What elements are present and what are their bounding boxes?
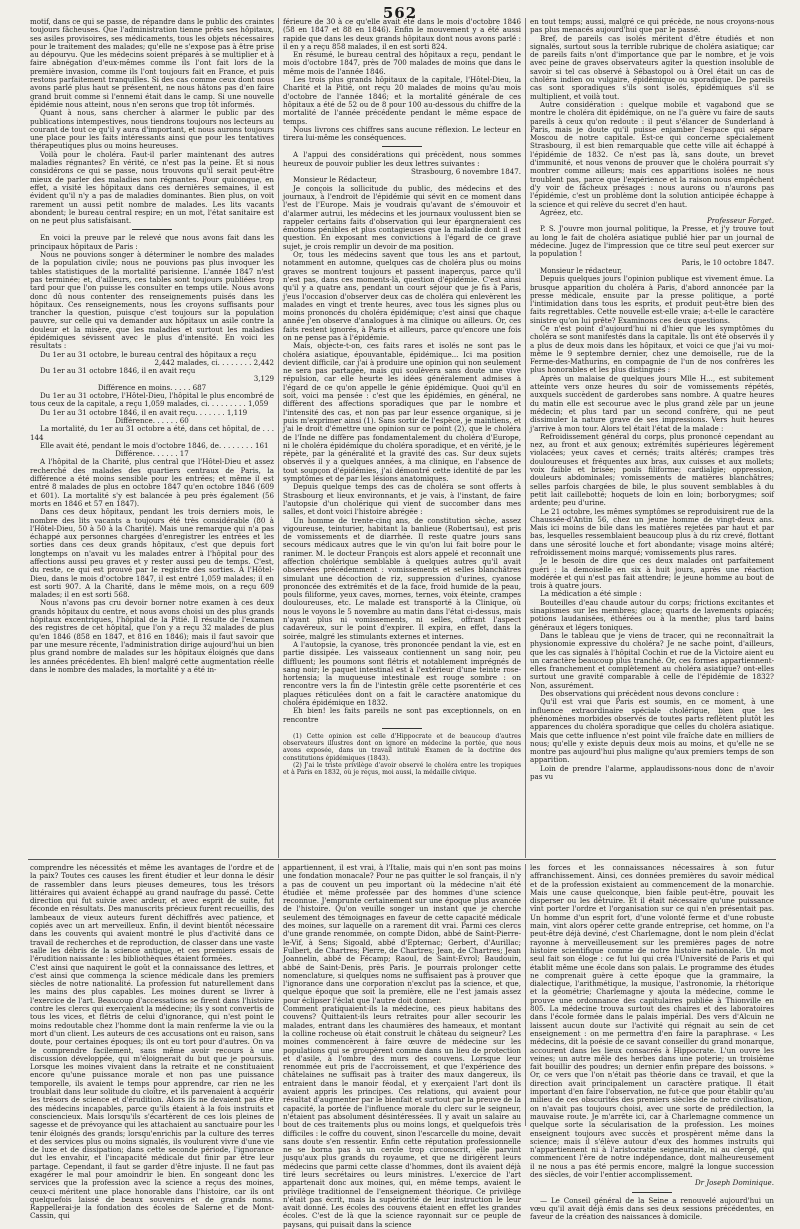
feuilleton-signature: Dr Joseph Dominique. — [694, 1178, 774, 1188]
column-rule — [525, 864, 526, 1126]
column-rule — [278, 18, 279, 858]
paragraph: motif, dans ce qui se passe, de répandre dans le public des craintes toujours fâcheuses. Que l'administration tienne prêts ses hôpitaux, ses asiles provisoires, ses médicaments, tous les objets nécessaires pour le traitement des malades; qu'elle ne s'expose pas à être prise au dépourvu. Que les médecins soient préparés à se multiplier et à faire abnégation d'eux-mêmes comme ils l'ont fait lors de la première invasion, comme ils l'ont toujours fait en France, et puis restons parfaitement tranquilles. Si des cas comme ceux dont nous avons parlé plus haut se présentent, ne nous hâtons pas d'en faire grand bruit comme si l'ennemi était dans le camp. Si une nouvelle épidémie nous atteint, nous n'en serons que trop tôt informés. — [30, 17, 274, 109]
feuilleton-column-3 — [530, 863, 774, 1222]
stat-line: Du 1er au 31 octobre 1846, il en avait reçu — [40, 366, 196, 376]
paragraph: en tout temps; aussi, malgré ce qui précède, ne nous croyons-nous pas plus menacés aujourd'hui que par le passé. — [530, 17, 774, 35]
separator — [382, 146, 422, 147]
paragraph: Quant à nous, sans chercher à alarmer le public par des publications intempestives, nous tiendrons toujours nos lecteurs au courant de tout ce qu'il y aura d'important, et nous aurons toujours une place pour les faits intéressants ainsi que pour les tentatives thérapeutiques plus ou moins heureuses. — [30, 108, 274, 151]
feuilleton-column-1 — [30, 863, 274, 1221]
paragraph: Bref, de pareils cas isolés méritent d'être étudiés et non signalés, surtout sous la terrible rubrique de choléra asiatique; car de pareils faits n'ont d'importance que par le nombre, et je vois avec peine de graves observateurs agiter la question insoluble de savoir si tel cas observé à Sébastopol ou à Orel était un cas de choléra indien ou vulgaire, épidémique ou sporadique. De pareils cas sont sporadiques s'ils sont isolés, épidémiques s'il se multiplient, et voilà tout. — [530, 33, 774, 101]
separator — [632, 1192, 672, 1193]
paragraph: A l'autopsie, la cyanose, très prononcée pendant la vie, est en partie dissipée. Les vaisseaux contiennent un sang noir, peu diffluent; les poumons sont flétris et notablement imprégnés de sang noir; le paquet intestinal est à l'extérieur d'une teinte rose-hortensia; la muqueuse intestinale est rouge sombre : on rencontre vers la fin de l'intestin grêle cette psorentérie et ces plaques réticulées dont on a fait le caractère anatomique du choléra épidémique en 1832. — [283, 639, 521, 708]
footnote: (2) J'ai le triste privilège d'avoir observé le choléra entre les tropiques et à Paris en 1832, où je reçus, moi aussi, la médaille civique. — [283, 761, 521, 776]
stat-line: Du 1er au 31 octobre 1846, il en avait reçu. . . . . . . 1,119 — [40, 407, 248, 417]
paragraph: Ce n'est point d'aujourd'hui ni d'hier que les symptômes du choléra se sont manifestés dans la capitale. Ils ont été observés il y a plus de deux mois dans les hôpitaux, et voici ce que j'ai vu moi-même le 9 septembre dernier, chez une demoiselle, rue de la Ferme-des-Mathurins, en compagnie de l'un de nos confrères les plus honorables et les plus distingués : — [530, 323, 774, 375]
paragraph: Dans ces deux hôpitaux, pendant les trois derniers mois, le nombre des lits vacants a toujours été très considérable (80 à l'Hôtel-Dieu, 50 à 50 à la Charité). Mais une remarque qui n'a pas échappé aux personnes chargées d'enregistrer les entrées et les sorties dans ces deux grands hôpitaux, c'est que depuis fort longtemps on n'avait vu les malades entrer à l'hôpital pour des affections aussi peu graves et y rester aussi peu de temps. C'est, du reste, ce qui est prouvé par le registre des sorties. A l'Hôtel-Dieu, dans le mois d'octobre 1847, il est entré 1,059 malades; il en est sorti 907. A la Charité, dans le même mois, on a reçu 609 malades; il en est sorti 568. — [30, 507, 274, 600]
page-number: 562 — [382, 4, 418, 22]
column-2 — [283, 18, 521, 858]
news-item: — Le Conseil général de la Seine a renouvelé aujourd'hui un vœu qu'il avait déjà émis dans ses deux sessions précédentes, en faveur de la création des naissances à domicile. — [530, 1195, 774, 1222]
stat-line: 2,442 malades, ci. . . . . . . . 2,442 — [154, 357, 274, 367]
postscript: P. S. J'ouvre mon journal politique, la Presse, et j'y trouve tout au long le fait de choléra asiatique publié hier par un journal de médecine. Jugez de l'impression que ce titre seul peut exercer sur la population ! — [530, 224, 774, 259]
paragraph: Je le besoin de dire que ces deux malades ont parfaitement guéri : la demoiselle en six à huit jours, après une réaction modérée et qui n'est pas fait attendre; le jeune homme au bout de trois à quatre jours. — [530, 556, 774, 591]
paragraph: Refroidissement général du corps, plus prononcé cependant au nez, au front et aux genoux; extrémités supérieures légèrement violacées; yeux caves et cernés; traits altérés; crampes très douloureuses et fréquentes aux bras, aux cuisses et aux mollets; voix faible et brisée; pouls filiforme; cardialgie; oppression, douleurs abdominales; vomissements de matières blanchâtres; selles parfois chargées de bile, le plus souvent semblables à du petit lait caillebotté; hoquets de loin en loin; borborygmes; soif ardente; peu d'urine. — [530, 431, 774, 508]
paragraph: Dans le tableau que je viens de tracer, qui ne reconnaîtrait la physionomie expressive du choléra? Je ne sache point, d'ailleurs, que les cas signalés à l'hôpital Cochin et rue de la Victoire aient eu un caractère beaucoup plus tranché. Or, ces formes appartiennent-elles franchement et complètement au choléra asiatique? ont-elles surtout une gravité comparable à celle de l'épidémie de 1832? Non, assurément. — [530, 630, 774, 690]
feuilleton-text: appartiennent, il est vrai, à l'Italie, mais qui n'en sont pas moins une fondation monacale? Pour ne pas quitter le sol français, il n'y a pas de couvent un peu important où la médecine n'ait été étudiée et même professée par des hommes d'une science reconnue. J'emprunte certainement sur une époque plus avancée de l'histoire. Qu'on veuille songer un instant que je cherche seulement des témoignages en faveur de cette capacité médicale des moines, sur laquelle on a rarement dit vrai. Parmi ces clercs d'une grande renommée, on compte Didon, abbé de Saint-Pierre-le-Vif, à Sens; Sigoald, abbé d'Epternac; Gerbert, d'Aurillac; Fulbert, de Chartres; Pierre, de Chartres; Jean, de Chartres; Jean Joannelin, abbé de Fécamp; Raoul, de Saint-Evrol; Baudouin, abbé de Saint-Denis, près Paris. Je pourrais prolonger cette nomenclature, si quelques noms ne suffisaient pas à prouver que l'ignorance dans une corporation n'exclut pas la science, et que, quelque époque que soit la première, elle ne l'est jamais assez pour éclipser l'éclat que l'autre doit donner. Comment pratiquaient-ils la médecine, ces pieux habitans des couvens? Quittaient-ils leurs retraites pour aller secourir les malades, entrant dans les chaumières des hameaux, et montant la colline rocheuse où était construit le château du seigneur? Les moines commencèrent à faire œuvre de médecine sur les populations qui se groupèrent comme dans un lieu de protection et d'asile, à l'ombre des murs des couvens. Lorsque leur renommée eut pris de l'accroissement, et que l'expérience des châtelaines ne suffisait pas à traiter des maux dangereux, ils entraient dans le manoir féodal, et y exerçaient l'art dont ils avaient appris les principes. Ces relations, qui avaient pour résultat d'augmenter par le bienfait et surtout par la preuve de la capacité, la portée de l'influence morale du clerc sur le seigneur, n'étaient pas absolument désintéressées. Il y avait un salaire au bout de ces traitements plus ou moins longs, et quelquefois très difficiles : le coffre du couvent, sinon l'escarcelle du moine, devait sans doute s'en ressentir. Enfin cette réputation professionnelle ne se borna pas à un cercle trop circonscrit, elle parvint jusqu'aux plus grands du royaume, et que ne dirigèrent leurs médecins que parmi cette classe d'hommes, dont ils avaient déjà tiré leurs secrétaires ou leurs ministres. L'exercice de l'art appartenait donc aux moines, qui, en même temps, avaient le privilège traditionnel de l'enseignement théorique. Ce privilège n'était pas écrit, mais la supériorité de leur instruction le leur avait donné. Les écoles des couvens étaient en effet les grandes écoles. C'est de là que la science rayonnait sur ce peuple de paysans, qui puisait dans la science — [283, 863, 521, 1229]
stat-line: Du 1er au 31 octobre, le bureau central des hôpitaux a reçu — [40, 349, 257, 359]
column-rule — [525, 18, 526, 858]
letter-salutation: Monsieur le rédacteur, — [540, 265, 622, 275]
paragraph: Loin de prendre l'alarme, applaudissons-nous donc de n'avoir pas vu — [530, 763, 774, 782]
footnote-separator — [382, 728, 422, 729]
paragraph: En voici la preuve par le relevé que nous avons fait dans les principaux hôpitaux de Paris : — [30, 233, 274, 251]
feuilleton-column-2 — [283, 863, 521, 1229]
difference-line: Différence. . . . . . 17 — [115, 449, 189, 459]
paragraph: Qu'il est vrai que Paris est soumis, en ce moment, à une influence extraordinaire spéciale cholérique, bien que les phénomènes morbides observés de toutes parts reflètent plutôt les apparences du choléra sporadique que celles du choléra asiatique. Mais que cette influence n'est point vile fraîche date en milliers de nous; qu'elle y existe depuis deux mois au moins, et qu'elle ne se montre pas aujourd'hui plus maligne qu'aux premiers temps de son apparition. — [530, 697, 774, 765]
stat-line: La mortalité, du 1er au 31 octobre a été, dans cet hôpital, de . . . 144 — [30, 424, 274, 442]
letter-place-date: Strasbourg, 6 novembre 1847. — [410, 167, 521, 177]
column-3 — [530, 18, 774, 858]
paragraph: En résumé, le bureau central des hôpitaux a reçu, pendant le mois d'octobre 1847, près de 700 malades de moins que dans le même mois de l'année 1846. — [283, 50, 521, 76]
paragraph: férieure de 30 à ce qu'elle avait été dans le mois d'octobre 1846 (58 en 1847 et 88 en 1846). Enfin le mouvement y a été aussi rapide que dans les deux grands hôpitaux dont nous avons parlé : il en y a reçu 858 malades, il en est sorti 824. — [283, 17, 521, 51]
paragraph: Un homme de trente-cinq ans, de constitution sèche, assez vigoureuse, teinturier, habitant la banlieue (Robertsau), est pris de vomissements et de diarrhée. Il reste quatre jours sans secours médicaux autres que le vin qu'on lui fait boire pour le ranimer. M. le docteur François est alors appelé et reconnaît une affection cholérique semblable à quelques autres qu'il avait observées précédemment : vomissements et selles blanchâtres simulant une décoction de riz, suppression d'urines, cyanose prononcée des extrémités et de la face, froid humide de la peau, pouls filiforme, yeux caves, mornes, ternes, voix éteinte, crampes douloureuses, etc. Le malade est transporté à la Clinique, où nous le voyons le 5 novembre au matin dans l'état ci-dessus, mais n'ayant plus ni vomissements, ni selles, offrant l'aspect cadavéreux, sur le point d'expirer. Il expira, en effet, dans la soirée, malgré les stimulants externes et internes. — [283, 515, 521, 641]
paragraph: Autre considération : quelque mobile et vagabond que se montre le choléra dit épidémique, on ne l'a guère vu faire de sauts pareils à ceux qu'on redoute : il peut s'élancer de Sunderland à Paris, mais je doute qu'il puisse enjamber l'espace qui sépare Moscou de notre capitale. Est-ce qui concerne spécialement Strasbourg, il est bien remarquable que cette ville ait échappé à l'épidémie de 1832. Ce n'est pas là, sans doute, un brevet d'immunité, et nous venons de prouver que le choléra pourrait s'y montrer comme ailleurs; mais ces apparitions isolées ne nous troublent pas, parce que l'expérience et la raison nous empêchent d'y voir de fâcheux présages : nous aurons ou n'aurons pas l'épidémie, c'est un problème dont la solution anticipée échappe à la science et qui relève du secret d'en haut. — [530, 99, 774, 209]
stat-line: Du 1er au 31 octobre, l'Hôtel-Dieu, l'hôpital le plus encombré de tous ceux de la capitale, a reçu 1,059 malades, ci. . . . . . . . . 1,059 — [30, 391, 274, 409]
paragraph: A l'hôpital de la Charité, plus central que l'Hôtel-Dieu et assez recherché des malades des quartiers centraux de Paris, la différence a été moins sensible pour les entrées; et même il est entré 8 malades de plus en octobre 1847 qu'en octobre 1846 (609 et 601). La mortalité s'y est balancée à peu près également (56 morts en 1846 et 57 en 1847). — [30, 457, 274, 508]
letter-salutation: Monsieur le Rédacteur, — [293, 175, 377, 185]
paragraph: La médication a été simple : — [540, 589, 642, 599]
stat-value: 3,129 — [253, 374, 274, 384]
paragraph: Des observations qui précèdent nous devons conclure : — [540, 689, 739, 699]
paragraph: Or, tous les médecins savent que tous les ans et partout, notamment en automne, quelques cas de choléra plus ou moins graves se montrent toujours et passent inaperçus, parce qu'il n'est pas, dans ces moments-là, question d'épidémie. C'est ainsi qu'il y a quatre ans, pendant un court séjour que je fis à Paris, j'eus l'occasion d'observer deux cas de choléra qui enlevèrent les malades en vingt et trente heures, avec tous les signes plus ou moins prononcés du choléra épidémique; c'est ainsi que chaque année j'en observe d'analogues à ma clinique ou ailleurs. Or, ces faits restent ignorés, à Paris et ailleurs, parce qu'encore une fois on ne pense pas à l'épidémie. — [283, 250, 521, 342]
stat-line: Elle avait été, pendant le mois d'octobre 1846, de. . . . . . . . 161 — [40, 440, 269, 450]
paragraph: A l'appui des considérations qui précèdent, nous sommes heureux de pouvoir publier les deux lettres suivantes : — [283, 150, 521, 168]
paragraph: Le 21 octobre, les mêmes symptômes se reproduisirent rue de la Chaussée-d'Antin 56, chez un jeune homme de vingt-deux ans. Mais ici moins de bile dans les matières rejetées par haut et par bas, lesquelles ressemblaient beaucoup plus à du riz crevé, flottant dans une sérosité louche et fort abondante; visage moins altéré; refroidissement moins marqué; vomissements plus rares. — [530, 506, 774, 557]
paragraph: Depuis quelques jours l'opinion publique est vivement émue. La brusque apparition du choléra à Paris, d'abord annoncée par la presse médicale, ensuite par la presse politique, a porté l'intimidation dans tous les esprits, et produit peut-être bien des faits regrettables. Cette nouvelle est-elle vraie; a-t-elle le caractère sinistre qu'on lui prête? Examinons ces deux questions. — [530, 274, 774, 325]
paragraph: Nous ne pouvions songer à déterminer le nombre des malades de la population civile; nous ne pouvions pas plus invoquer les tables statistiques de la mortalité parisienne. L'année 1847 n'est pas terminée; et, d'ailleurs, ces tables sont toujours publiées trop tard pour que l'on puisse les consulter en temps utile. Nous avons donc dû nous contenter des renseignements puisés dans les hôpitaux. Ces renseignements, nous les croyons suffisants pour trancher la question, puisque c'est toujours sur la population pauvre, sur celle qui va demander aux hôpitaux un asile contre la douleur et la misère, que les maladies et surtout les maladies épidémiques sévissent avec le plus d'intensité. En voici les résultats : — [30, 250, 274, 351]
paragraph: Je conçois la sollicitude du public, des médecins et des journaux, à l'endroit de l'épidémie qui sévit en ce moment dans l'est de l'Europe. Mais je voudrais qu'avant de s'émouvoir et d'alarmer autrui, les médecins et les journaux voulussent bien se rappeler certains faits d'observation qui leur épargneraient ces émotions pénibles et plus contagieuses que la maladie dont il est question. En exposant mes convictions à l'égard de ce grave sujet, je crois remplir un devoir de ma position. — [283, 183, 521, 251]
feuilleton-text: comprendre les nécessités et même les avantages de l'ordre et de la paix? Toutes ces causes les firent étudier et leur donna le désir de rassembler dans leurs pieuses demeures, tous les trésors littéraires qui avaient échappé au grand naufrage du passé. Cette direction qui fut suivie avec ardeur, et avec esprit de suite, fut féconde en résultats. Des manuscrits précieux furent recueillis, des lambeaux de vieux auteurs furent déchiffrés avec patience, et copiés avec un art merveilleux. Enfin, il devint bientôt nécessaire dans les couvents qui avaient montré le plus d'activité dans ce travail de recherches et de reproduction, de classer dans une vaste salle les débris de la science antique, et ces premiers essais de l'érudition naissante : les bibliothèques étaient formées. C'est ainsi que naquirent le goût et la connaissance des lettres, et c'est ainsi que commença la science médicale dans les premiers siècles de notre nationalité. La profession fut naturellement dans les mains des plus capables. Les moines durent se livrer à l'exercice de l'art. Beaucoup d'accessations se firent dans l'histoire contre les clercs qui exerçaient la médecine; ils y sont convertis de tous les vices, et flétris de celui d'ignorance, qui n'est point le moins redoutable chez l'homme dont la main renferme la vie ou la mort d'un client. Les auteurs de ces accusations ont eu raison, sans doute, pour certaines époques; ils ont eu tort pour d'autres. On va le comprendre facilement, sans même avoir recours à une discussion développée, qui m'éloignerait du but que je poursuis. Lorsque les moines vivaient dans la retraite et ne constituaient encore qu'une puissance morale et non pas une puissance temporelle, ils avaient le temps pour apprendre, car rien ne les troublait dans leur solitude du cloître, et ils parvenaient à acquérir les trésors de science et d'érudition. Alors ils ne devaient pas être des médecins incapables, parce qu'ils étaient à la fois instruits et consciencieux. Mais lorsqu'ils s'écartèrent de ces lois pleines de sagesse et de prévoyance qui les attachaient au sanctuaire pour les tenir éloignés des grands; lorsqu'enrichis par la culture des terres et des services plus ou moins signalés, ils voulurent vivre d'une vie de luxe et de dissipation; dans cette seconde période, l'ignorance dut les envahir, et l'incapacité médicale dut finir par être leur partage. Cependant, il faut se garder d'être injuste. Il ne faut pas exagérer le mal pour amoindrir le bien. En songeant donc les services que la profession avec la science a reçus des moines, ceux-ci méritent une place honorable dans l'histoire, car ils ont quelquefois laissé de beaux souvenirs et de grands noms. Rappellerai-je la fondation des écoles de Salerne et de Mont-Cassin, qui — [30, 863, 274, 1221]
column-rule — [278, 864, 279, 1126]
paragraph: Agréez, etc. — [540, 207, 583, 217]
paragraph: Les trois plus grands hôpitaux de la capitale, l'Hôtel-Dieu, la Charité et la Pitié, ont reçu 20 malades de moins qu'au mois d'octobre de l'année 1846; et la mortalité générale de ces hôpitaux a été de 52 ou de 8 pour 100 au-dessous du chiffre de la mortalité de l'année précédente pendant le même espace de temps. — [283, 75, 521, 126]
paragraph: Après un malaise de quelques jours Mlle H..., est subitement atteinte vers onze heures du soir de vomissements répétés, auxquels succèdent de garderobes sans nombre. A quatre heures du matin elle est secourue avec le plus grand zèle par un jeune médecin; et plus tard par un second confrère, qui ne peut dissimuler la nature grave de ses impressions. Vers huit heures j'arrive à mon tour. Alors tel était l'état de la malade : — [530, 373, 774, 433]
letter-signature: Professeur Forget. — [707, 216, 774, 226]
paragraph: Mais, objecte-t-on, ces faits rares et isolés ne sont pas le choléra asiatique, épouvantable, épidémique... Ici ma position devient difficile, car j'ai à produire une opinion qui non seulement ne sera pas partagée, mais qui soulèvera sans doute une vive répulsion, car elle heurte les idées généralement admises à l'égard de ce qu'on appelle le génie épidémique. Quoi qu'il en soit, voici ma pensée : c'est que les épidémies, en général, ne diffèrent des affections sporadiques que par le nombre et l'intensité des cas, et non pas par leur essence organique, si je puis m'exprimer ainsi (1). Sans sortir de l'espèce, je maintiens, et j'ai le droit d'émettre une opinion sur ce point (2), que le choléra de l'Inde ne diffère pas fondamentalement du choléra d'Europe, ni le choléra épidémique du choléra sporadique, et en vérité, je le répète, par la généralité et la gravité des cas. Sur deux sujets observés il y a quelques années, à ma clinique, en l'absence de tout soupçon d'épidémies, j'ai démontré cette identité de par les symptômes et de par les lésions anatomiques. — [283, 341, 522, 484]
paragraph: Bouteilles d'eau chaude autour du corps; frictions excitantes et sinapismes sur les membres; glace; quarts de lavements opiacés; potions laudanisées, éthérées ou à la menthe; plus tard bains généraux et légers toniques. — [530, 597, 774, 632]
feuilleton-text: les forces et les connaissances nécessaires à son futur affranchissement. Ainsi, ces données premières du savoir médical et de la profession existaient au commencement de la monarchie. Mais une cause quelconque, bien faible peut-être, pouvait les disperser ou les détruire. Et il était nécessaire qu'une puissance vînt porter l'ordre et l'organisation sur ce qui n'en présentait pas. Un homme d'un esprit fort, d'une volonté ferme et d'une robuste main, vint alors opérer cette grande entreprise, cet homme, on l'a peut-être déjà deviné, c'est Charlemagne, dont le nom plein d'éclat rayonne à merveilleusement sur les premières pages de notre histoire scientifique comme de notre histoire nationale. Un mot seul fait son éloge : ce fut lui qui créa l'Université de Paris et qui établit même une école dans son palais. Le programme des études ne comprenait guère à cette époque que la grammaire, la dialectique, l'arithmétique, la musique, l'astronomie, la rhétorique et la géométrie; Charlemagne y ajouta la médecine, comme le prouve une ordonnance des capitulaires publiée à Thionville en 805. La médecine trouva surtout des chaires et des laboratoires dans l'école formée dans le palais impérial. Des vers d'Alcuin ne laissent aucun doute sur l'activité qui régnait au sein de cet enseignement : on me permettra d'en faire la paraphrase. « Les médecins, dit la poésie de ce savant conseiller du grand monarque, accourent dans les lieux consacrés à Hippocrate. L'un ouvre les veines; un autre mêle des herbes dans une poterie; un troisième fait bouillir des poudres; un dernier enfin prépare des boissons. » Or, ce vers que l'on n'était pas théorie dans ce travail, et que la direction avait principalement un caractère pratique. Il était important d'en faire l'observation, ne fut-ce que pour établir qu'au milieu de ces obscurités des premiers siècles de notre civilisation, on n'avait pas toujours choisi, avec une sorte de prédilection, la mauvaise route. Je m'arrête ici, car à Charlemagne commence un quelque sorte la sécularisation de la profession. Les moines enseignent toujours avec succès et prospèrent même dans la science; mais il s'élève autour d'eux des hommes instruits qui n'appartiennent ni à l'aristocratie seigneuriale, ni au clergé, qui commencent l'ère de notre indépendance, dont malheureusement il ne nous a pas été permis encore, malgré la longue succession des siècles, de voir l'entier accomplissement. — [530, 863, 774, 1179]
paragraph: Depuis quelque temps des cas de choléra se sont offerts à Strasbourg et lieux environnants, et je vais, à l'instant, de faire l'autopsie d'un cholérique qui vient de succomber dans mes salles, et dont voici l'histoire abrégée : — [283, 482, 521, 517]
separator — [132, 229, 172, 230]
feuilleton-rule — [28, 859, 776, 860]
paragraph: Voilà pour le choléra. Faut-il parler maintenant des autres maladies régnantes? En vérité, ce n'est pas la peine. Et si nous considérons ce qui se passe, nous trouvons qu'il serait peut-être mieux de parler des maladies non régnantes. Pour quiconque, en effet, a visité les hôpitaux dans ces dernières semaines, il est évident qu'il n'y a pas de maladies dominantes. Bien plus, on voit rarement un aussi petit nombre de malades. Les lits vacants abondent; le bureau central respire; en un mot, l'état sanitaire est on ne peut plus satisfaisant. — [30, 149, 274, 226]
paragraph: Nous n'avons pas cru devoir borner notre examen à ces deux grands hôpitaux du centre, et nous avons choisi un des plus grands hôpitaux excentriques, l'hôpital de la Pitié. Il résulte de l'examen des registres de cet hôpital, que l'on y a reçu 32 malades de plus qu'en 1846 (858 en 1847, et 816 en 1846); mais il faut savoir que par une mesure récente, l'administration dirige aujourd'hui un bien plus grand nombre de malades sur les hôpitaux éloignés que dans les années précédentes. Eh bien! malgré cette augmentation réelle dans le nombre des malades, la mortalité y a été in- — [30, 598, 274, 674]
footnote: (1) Cette opinion est celle d'Hippocrate et de beaucoup d'autres observateurs illustres dont on ignore en médecine la portée, que nous avons exposée, dans un travail intitulé Examen de la doctrine des constitutions épidémiques (1843). — [283, 732, 521, 762]
paragraph: Eh bien! les faits pareils ne sont pas exceptionnels, on en rencontre — [283, 706, 521, 724]
difference-line: Différence. . . . . . 60 — [115, 415, 189, 425]
letter-place-date: Paris, le 10 octobre 1847. — [681, 257, 774, 267]
paragraph: Nous livrons ces chiffres sans aucune réflexion. Le lecteur en tirera lui-même les conséquences. — [283, 124, 521, 143]
difference-line: Différence en moins. . . . . 687 — [97, 382, 207, 392]
column-1 — [30, 18, 274, 858]
